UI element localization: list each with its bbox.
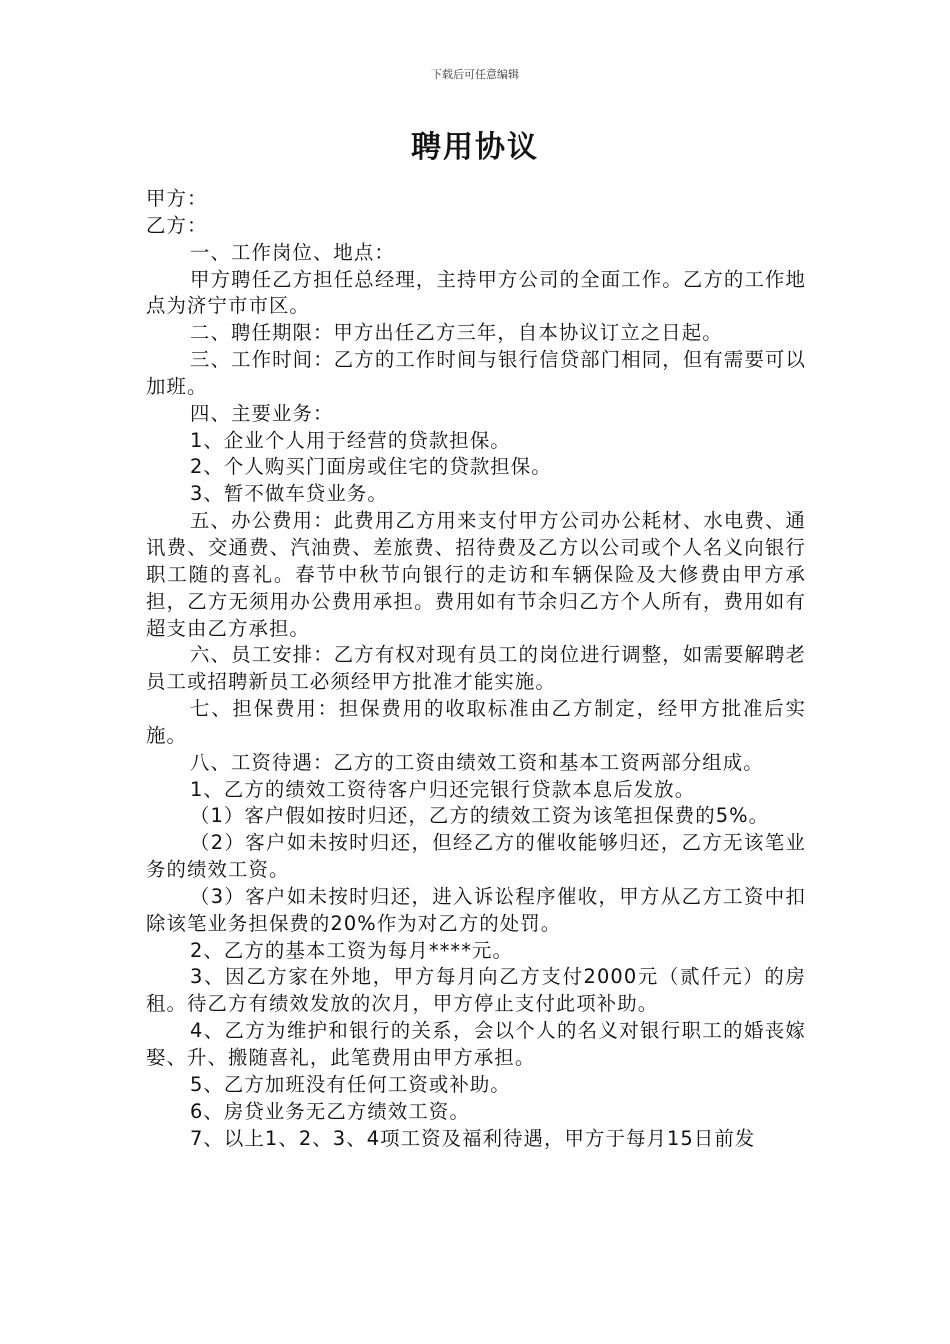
- paragraph: 一、工作岗位、地点：: [190, 240, 395, 264]
- paragraph: 六、员工安排：乙方有权对现有员工的岗位进行调整，如需要解聘老员工或招聘新员工必须经甲方批准才能实施。: [146, 643, 806, 694]
- paragraph: 甲方聘任乙方担任总经理，主持甲方公司的全面工作。乙方的工作地点为济宁市市区。: [146, 267, 806, 318]
- paragraph: 6、房贷业务无乙方绩效工资。: [190, 1099, 470, 1123]
- paragraph: 四、主要业务：: [190, 401, 334, 425]
- paragraph: 3、因乙方家在外地，甲方每月向乙方支付2000元（贰仟元）的房租。待乙方有绩效发放的次月，甲方停止支付此项补助。: [146, 965, 806, 1016]
- paragraph: 2、个人购买门面房或住宅的贷款担保。: [190, 455, 552, 479]
- header-note: 下载后可任意编辑: [431, 68, 519, 81]
- paragraph: 乙方：: [146, 213, 208, 237]
- paragraph: 二、聘任期限：甲方出任乙方三年，自本协议订立之日起。: [190, 321, 723, 345]
- paragraph: 2、乙方的基本工资为每月****元。: [190, 938, 513, 962]
- document-body: [146, 186, 806, 1152]
- paragraph: 4、乙方为维护和银行的关系，会以个人的名义对银行职工的婚丧嫁娶、升、搬随喜礼，此笔费用由甲方承担。: [146, 1019, 806, 1069]
- paragraph: （3）客户如未按时归还，进入诉讼程序催收，甲方从乙方工资中扣除该笔业务担保费的20%作为对乙方的处罚。: [146, 884, 806, 935]
- paragraph: 5、乙方加班没有任何工资或补助。: [190, 1072, 511, 1096]
- paragraph: 7、以上1、2、3、4项工资及福利待遇，甲方于每月15日前发: [190, 1126, 756, 1150]
- paragraph: 七、担保费用：担保费用的收取标准由乙方制定，经甲方批准后实施。: [146, 697, 806, 747]
- paragraph: 五、办公费用：此费用乙方用来支付甲方公司办公耗材、水电费、通讯费、交通费、汽油费、差旅费、招待费及乙方以公司或个人名义向银行职工随的喜礼。春节中秋节向银行的走访和车辆保险及大修费由甲方承担，乙方无须用办公费用承担。费用如有节余归乙方个人所有，费用如有超支由乙方承担。: [146, 509, 806, 640]
- paragraph: 八、工资待遇：乙方的工资由绩效工资和基本工资两部分组成。: [190, 750, 764, 774]
- paragraph: 三、工作时间：乙方的工作时间与银行信贷部门相同，但有需要可以加班。: [146, 348, 806, 398]
- page-title: 聘用协议: [411, 130, 539, 165]
- paragraph: 3、暂不做车贷业务。: [190, 482, 388, 506]
- paragraph: （2）客户如未按时归还，但经乙方的催收能够归还，乙方无该笔业务的绩效工资。: [146, 831, 806, 882]
- paragraph: 1、乙方的绩效工资待客户归还完银行贷款本息后发放。: [190, 777, 696, 801]
- paragraph: 1、企业个人用于经营的贷款担保。: [190, 428, 511, 452]
- paragraph: 甲方：: [146, 187, 208, 210]
- paragraph: （1）客户假如按时归还，乙方的绩效工资为该笔担保费的5%。: [190, 804, 770, 828]
